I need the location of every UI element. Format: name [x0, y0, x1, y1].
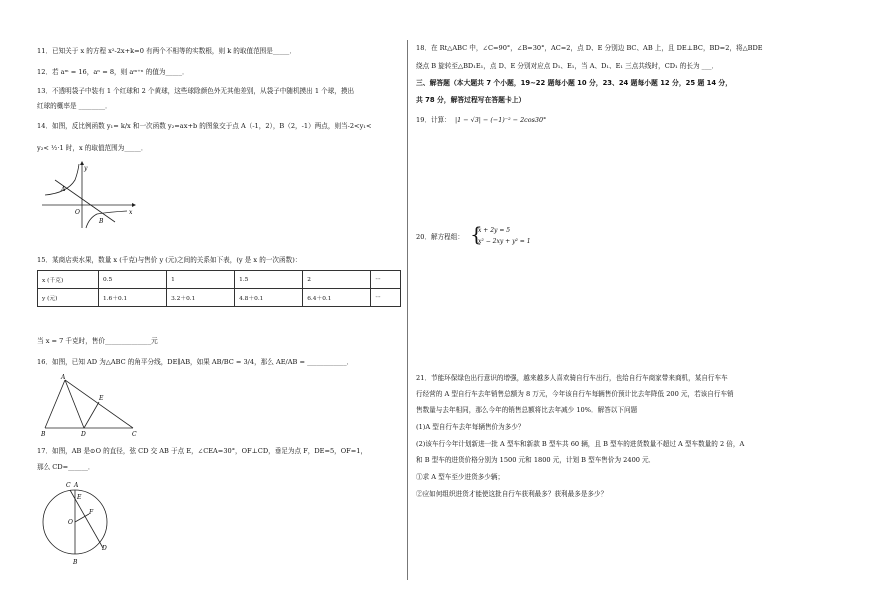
- segment-of: [75, 514, 89, 522]
- x-axis-arrow: [132, 203, 136, 207]
- label-y: y: [84, 165, 88, 172]
- table-cell: x (千克): [38, 271, 99, 289]
- question-21-part2-line1: (2)该车行今年计划新进一批 A 型车和新款 B 型车共 60 辆，且 B 型车的进货数量不超过 A 型车数量的 2 倍，A: [416, 440, 745, 448]
- question-21-part1: (1)A 型自行车去年每辆售价为多少？: [416, 423, 525, 431]
- label-f: F: [89, 509, 94, 516]
- figure-q14-graph: [37, 160, 137, 230]
- question-12: 12．若 aᵐ = 16，aⁿ = 8，则 aᵐ⁺ⁿ 的值为_____．: [37, 68, 189, 76]
- label-c: C: [132, 431, 137, 438]
- label-x: x: [129, 209, 133, 216]
- label-a: A: [61, 186, 66, 193]
- column-divider: [407, 40, 408, 580]
- question-21-line3: 售数量与去年相同，那么今年的销售总额将比去年减少 10%．解答以下问题: [416, 406, 638, 414]
- question-21-line2: 行经营的 A 型自行车去年销售总额为 8 万元，今年该自行车每辆售价预计比去年降低 200 元，若该自行车销: [416, 390, 734, 398]
- question-13-line2: 红球的概率是 ________．: [37, 102, 112, 110]
- figure-q17-circle: [37, 476, 117, 568]
- segment-ac: [65, 380, 133, 428]
- label-b: B: [99, 218, 104, 225]
- label-o: O: [75, 209, 80, 216]
- question-19-label: 19．计算：: [416, 116, 451, 124]
- table-cell: ···: [371, 289, 401, 307]
- question-18-line2: 绕点 B 旋转至△BD₁E₁，点 D、E 分别对应点 D₁、E₁，当 A、D₁、E₁ 三点共线时，CD₁ 的长为 ___．: [416, 62, 719, 70]
- label-a: A: [61, 374, 66, 381]
- table-cell: 2: [303, 271, 371, 289]
- question-21-subpart2: ②应如何组织进货才能使这批自行车获利最多？获利最多是多少？: [416, 490, 608, 498]
- label-b: B: [73, 559, 78, 566]
- label-c: C: [66, 482, 71, 489]
- label-e: E: [77, 494, 82, 501]
- question-20-label: 20．解方程组：: [416, 233, 464, 241]
- table-row: [38, 271, 401, 289]
- question-15-answer-line: 当 x = 7 千克时，售价______________元: [37, 337, 158, 345]
- question-11: 11．已知关于 x 的方程 x²-2x+k=0 有两个不相等的实数根，则 k 的取值范围是_____．: [37, 47, 296, 55]
- question-17-line1: 17．如图，AB 是⊙O 的直径，弦 CD 交 AB 于点 E，∠CEA=30°，OF⊥CD，垂足为点 F，DE=5，OF=1，: [37, 447, 368, 455]
- table-cell: 4.8＋0.1: [235, 289, 303, 307]
- question-21-part2-line2: 和 B 型车的进货价格分别为 1500 元和 1800 元，计划 B 型车售价为 2400 元．: [416, 456, 656, 464]
- segment-ad: [65, 380, 84, 428]
- table-cell: 6.4＋0.1: [303, 289, 371, 307]
- hyperbola-branch-right: [86, 211, 127, 228]
- question-16: 16．如图，已知 AD 为△ABC 的角平分线，DE∥AB，如果 AB/BC = 3/4，那么 AE/AB = ____________．: [37, 358, 354, 366]
- question-20-equation-1: x + 2y = 5: [478, 227, 511, 234]
- table-cell: y (元): [38, 289, 99, 307]
- label-b: B: [41, 431, 46, 438]
- label-d: D: [102, 545, 107, 552]
- question-14-line2: y₂< ½·1 时，x 的取值范围为_____．: [37, 144, 148, 152]
- question-19-expression: |1 − √3| − (−1)⁻² − 2cos30°: [455, 116, 547, 124]
- table-cell: 1: [167, 271, 235, 289]
- system-brace: {: [470, 222, 483, 246]
- question-21-line1: 21．节能环保绿色出行意识的增强，越来越多人喜欢骑自行车出行，也给自行车商家带来商机，某自行车车: [416, 374, 728, 382]
- label-e: E: [99, 395, 104, 402]
- table-cell: 1.6＋0.1: [99, 289, 167, 307]
- segment-de: [84, 402, 99, 428]
- table-cell: 1.5: [235, 271, 303, 289]
- question-15-table: [37, 270, 401, 307]
- table-cell: ···: [371, 271, 401, 289]
- label-d: D: [81, 431, 86, 438]
- question-15: 15．某商店卖水果，数量 x (千克)与售价 y (元)之间的关系如下表，(y 是 x 的一次函数)：: [37, 256, 302, 264]
- question-21-subpart1: ①求 A 型车至少进货多少辆；: [416, 473, 505, 481]
- question-18-line1: 18．在 Rt△ABC 中，∠C=90°，∠B=30°，AC=2，点 D、E 分别边 BC、AB 上，且 DE⊥BC，BD=2，将△BDE: [416, 44, 763, 52]
- question-13-line1: 13．不透明袋子中装有 1 个红球和 2 个黄球，这些球除颜色外无其他差别，从袋子中随机摸出 1 个球，摸出: [37, 87, 355, 95]
- segment-ab: [45, 380, 65, 428]
- section-3-heading-line1: 三、解答题（本大题共 7 个小题，19~22 题每小题 10 分，23、24 题每小题 12 分，25 题 14 分，: [416, 79, 733, 87]
- figure-q16-triangle: [37, 372, 147, 440]
- question-20-equation-2: x² − 2xy + y² = 1: [478, 238, 531, 245]
- section-3-heading-line2: 共 78 分，解答过程写在答题卡上）: [416, 96, 526, 104]
- label-a: A: [74, 482, 79, 489]
- question-17-line2: 那么 CD=______．: [37, 463, 95, 471]
- question-14-line1: 14．如图，反比例函数 y₁= k/x 和一次函数 y₂=ax+b 的图象交于点 A（-1，2），B（2，-1）两点，则当-2<y₁<: [37, 122, 372, 130]
- table-cell: 3.2＋0.1: [167, 289, 235, 307]
- table-row: [38, 289, 401, 307]
- table-cell: 0.5: [99, 271, 167, 289]
- label-o: O: [68, 519, 73, 526]
